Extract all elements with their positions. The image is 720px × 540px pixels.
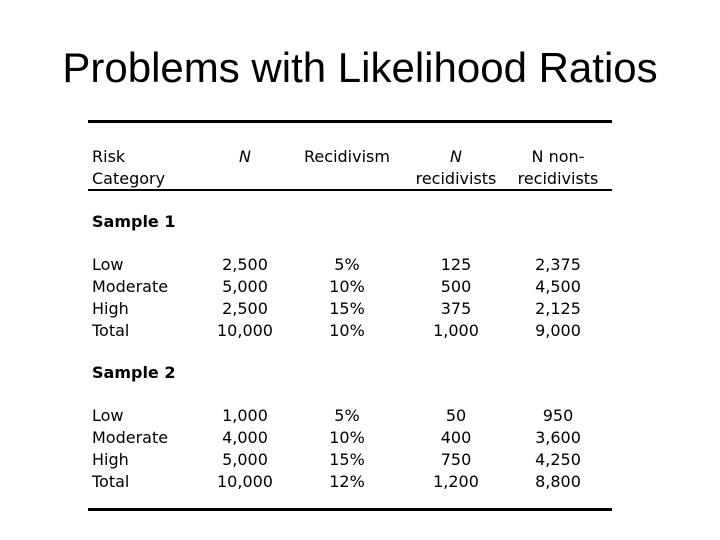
header-recidivism: Recidivism (304, 147, 390, 166)
table-cell: 1,000 (222, 406, 268, 425)
sample-1-n-nonrecidivists (508, 254, 608, 342)
header-n: N (239, 147, 251, 166)
sample-1-n-recidivists (406, 254, 506, 342)
table-cell: 10% (329, 428, 365, 447)
table-cell: 10% (329, 277, 365, 296)
sample-2-n-nonrecidivists (508, 405, 608, 493)
slide-title: Problems with Likelihood Ratios (62, 44, 658, 91)
table-cell: Total (92, 321, 130, 340)
sample-1-categories (92, 254, 168, 342)
table-cell: Moderate (92, 428, 169, 447)
sample-1-recidivism (292, 254, 402, 342)
header-n-recidivists (406, 146, 506, 190)
table-cell: 2,500 (222, 299, 268, 318)
table-cell: 750 (440, 450, 472, 469)
table-cell: 4,250 (535, 450, 581, 469)
table-cell: 2,125 (535, 299, 581, 318)
table-cell: 8,800 (535, 472, 581, 491)
header-n-recidivists-line1: N (450, 147, 462, 166)
header-n-nonrecidivists (508, 146, 608, 190)
sample-2-n-recidivists (406, 405, 506, 493)
table-cell: High (92, 299, 129, 318)
sample-1-n (202, 254, 288, 342)
table-cell: 375 (440, 299, 472, 318)
table-top-rule (88, 120, 612, 123)
table-cell: 2,375 (535, 255, 581, 274)
table-cell: Low (92, 255, 124, 274)
table-bottom-rule (88, 508, 612, 511)
table-cell: 10,000 (217, 472, 273, 491)
sample-2-n (202, 405, 288, 493)
table-cell: 4,500 (535, 277, 581, 296)
table-cell: 15% (329, 450, 365, 469)
sample-2-categories (92, 405, 168, 493)
header-n-nonrecidivists-line2: recidivists (517, 169, 599, 188)
header-risk-category (92, 146, 165, 190)
header-risk-category-line1: Risk (92, 147, 126, 166)
table-cell: 5% (334, 255, 360, 274)
table-cell: Moderate (92, 277, 169, 296)
table-cell: 950 (542, 406, 574, 425)
table-cell: 1,000 (433, 321, 479, 340)
table-cell: 15% (329, 299, 365, 318)
table-cell: 5% (334, 406, 360, 425)
table-cell: 5,000 (222, 277, 268, 296)
header-n-recidivists-line2: recidivists (415, 169, 497, 188)
table-cell: 12% (329, 472, 365, 491)
table-cell: 10,000 (217, 321, 273, 340)
table-cell: 9,000 (535, 321, 581, 340)
table-cell: 3,600 (535, 428, 581, 447)
sample-2-recidivism (292, 405, 402, 493)
table-cell: 400 (440, 428, 472, 447)
table-cell: 50 (445, 406, 467, 425)
table-cell: 125 (440, 255, 472, 274)
table-cell: 500 (440, 277, 472, 296)
table-cell: 10% (329, 321, 365, 340)
table-cell: 5,000 (222, 450, 268, 469)
sample-2-label: Sample 2 (92, 363, 176, 382)
table-cell: Total (92, 472, 130, 491)
sample-1-label: Sample 1 (92, 212, 176, 231)
header-risk-category-line2: Category (92, 169, 166, 188)
table-cell: 2,500 (222, 255, 268, 274)
table-cell: High (92, 450, 129, 469)
table-cell: 4,000 (222, 428, 268, 447)
table-cell: Low (92, 406, 124, 425)
header-n-nonrecidivists-line1: N non- (531, 147, 585, 166)
table-cell: 1,200 (433, 472, 479, 491)
